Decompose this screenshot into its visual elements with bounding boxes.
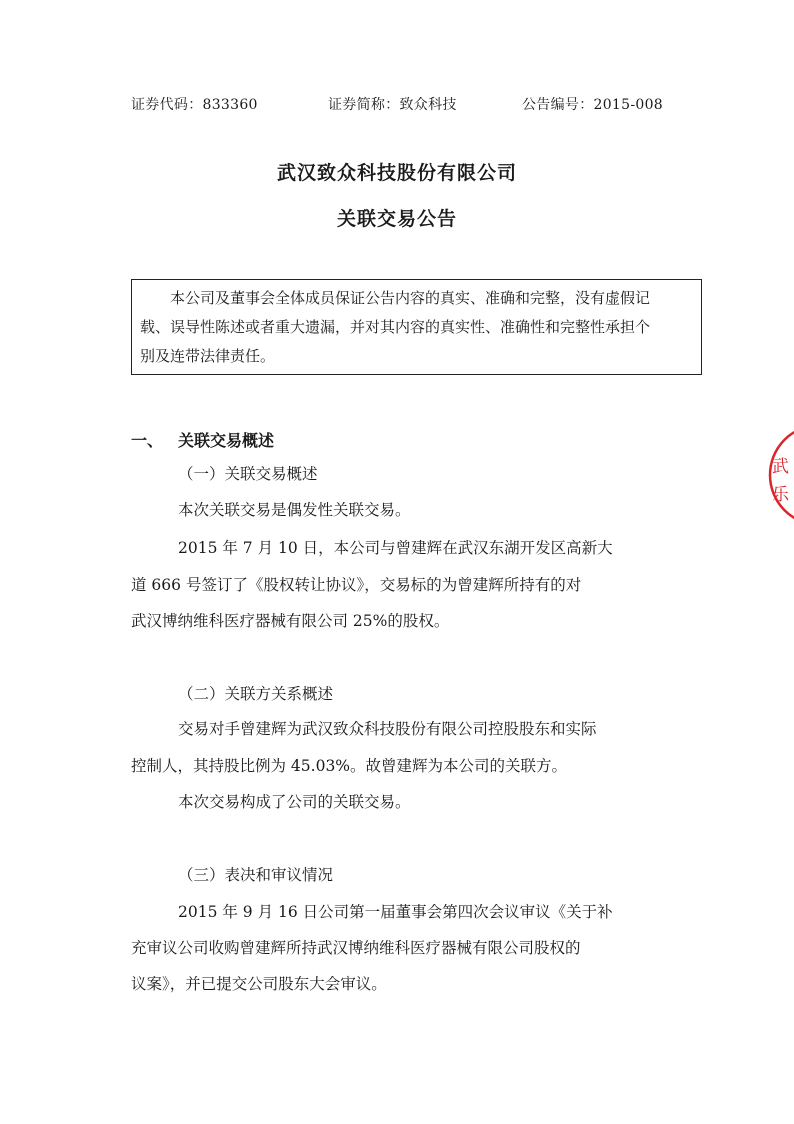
- paragraph-line: 交易对手曾建辉为武汉致众科技股份有限公司控股股东和实际: [178, 720, 597, 738]
- stock-name: 证券简称：致众科技: [328, 97, 457, 113]
- paragraph-line: 控制人，其持股比例为 45.03%。故曾建辉为本公司的关联方。: [131, 757, 568, 775]
- paragraph-line: 充审议公司收购曾建辉所持武汉博纳维科医疗器械有限公司股权的: [131, 939, 581, 957]
- disclaimer-line: 本公司及董事会全体成员保证公告内容的真实、准确和完整，没有虚假记: [170, 289, 651, 307]
- document-title: 关联交易公告: [336, 208, 457, 230]
- company-title: 武汉致众科技股份有限公司: [276, 162, 517, 184]
- subsection-heading: （一）关联交易概述: [178, 465, 318, 483]
- disclaimer-line: 别及连带法律责任。: [140, 347, 276, 365]
- subsection-heading: （二）关联方关系概述: [178, 685, 334, 703]
- paragraph-line: 2015 年 7 月 10 日，本公司与曾建辉在武汉东湖开发区高新大: [178, 539, 613, 557]
- paragraph-line: 本次关联交易是偶发性关联交易。: [178, 501, 411, 519]
- paragraph-line: 武汉博纳维科医疗器械有限公司 25%的股权。: [131, 612, 450, 630]
- paragraph-line: 议案》，并已提交公司股东大会审议。: [131, 975, 387, 993]
- notice-number: 公告编号：2015-008: [522, 97, 663, 113]
- stock-code: 证券代码：833360: [131, 97, 258, 113]
- paragraph-line: 道 666 号签订了《股权转让协议》，交易标的为曾建辉所持有的对: [131, 576, 582, 594]
- subsection-heading: （三）表决和审议情况: [178, 866, 334, 884]
- section-number: 一、: [131, 431, 164, 450]
- disclaimer-line: 载、误导性陈述或者重大遗漏，并对其内容的真实性、准确性和完整性承担个: [140, 318, 651, 336]
- section-heading: 关联交易概述: [178, 431, 275, 450]
- company-seal: [760, 420, 794, 530]
- paragraph-line: 本次交易构成了公司的关联交易。: [178, 793, 411, 811]
- seal-char: 武: [772, 457, 789, 477]
- seal-char: 乐: [772, 485, 789, 505]
- paragraph-line: 2015 年 9 月 16 日公司第一届董事会第四次会议审议《关于补: [178, 903, 613, 921]
